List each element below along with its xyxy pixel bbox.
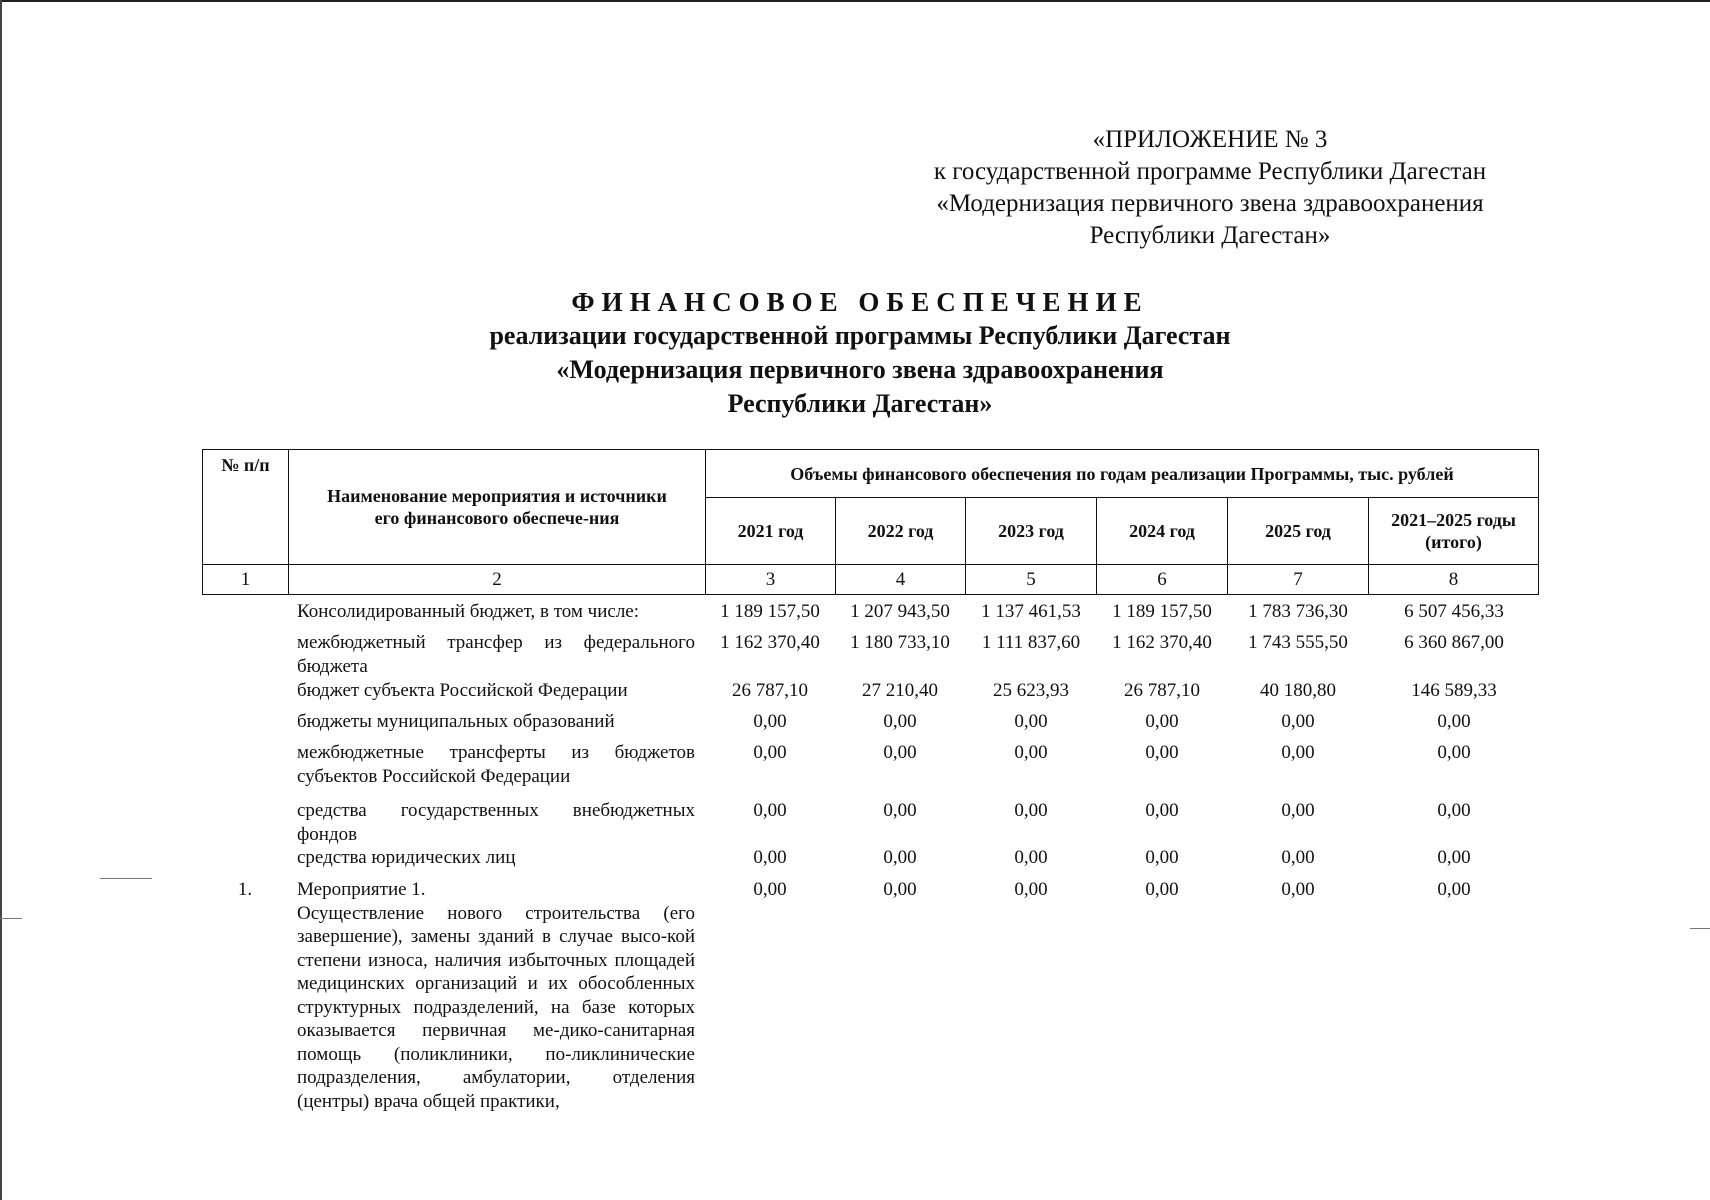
appendix-line-1: «ПРИЛОЖЕНИЕ № 3 — [1092, 126, 1328, 153]
row-value: 0,00 — [1014, 742, 1048, 763]
row-value: 1 189 157,50 — [1112, 601, 1212, 622]
row-value: 1 743 555,50 — [1248, 632, 1348, 653]
row-value: 1 111 837,60 — [981, 632, 1081, 653]
header-name: Наименование мероприятия и источники его финансового обеспече-ния — [289, 450, 706, 565]
table-row — [202, 846, 1538, 878]
column-number: 5 — [966, 565, 1097, 595]
table-row — [202, 710, 1538, 741]
column-number: 1 — [203, 565, 289, 595]
row-value: 0,00 — [753, 879, 787, 900]
row-value: 0,00 — [1281, 711, 1315, 732]
row-value: 25 623,93 — [993, 680, 1069, 701]
row-value: 0,00 — [1437, 879, 1471, 900]
row-value: 1 137 461,53 — [981, 601, 1081, 622]
title-line-3: «Модернизация первичного звена здравоохранения — [556, 355, 1164, 384]
header-year: 2024 год — [1097, 498, 1228, 565]
column-number: 3 — [706, 565, 836, 595]
row-value: 0,00 — [753, 847, 787, 868]
header-year: 2022 год — [836, 498, 966, 565]
row-value: 0,00 — [1437, 800, 1471, 821]
table-row — [202, 878, 1538, 1118]
row-value: 1 180 733,10 — [850, 632, 950, 653]
row-value: 0,00 — [883, 879, 917, 900]
row-name: бюджет субъекта Российской Федерации — [297, 680, 628, 701]
column-number: 2 — [289, 565, 706, 595]
header-volumes: Объемы финансового обеспечения по годам реализации Программы, тыс. рублей — [706, 450, 1539, 498]
row-value: 27 210,40 — [862, 680, 938, 701]
document-title — [360, 285, 1360, 421]
scan-mark — [1690, 928, 1710, 929]
header-no: № п/п — [203, 450, 289, 565]
row-name: бюджеты муниципальных образований — [297, 711, 615, 732]
title-line-4: Республики Дагестан» — [727, 389, 993, 418]
row-value: 0,00 — [753, 800, 787, 821]
row-value: 0,00 — [1281, 847, 1315, 868]
title-line-2: реализации государственной программы Республики Дагестан — [489, 321, 1231, 350]
header-year: 2025 год — [1228, 498, 1369, 565]
row-value: 1 162 370,40 — [720, 632, 820, 653]
header-year: 2021 год — [706, 498, 836, 565]
table-row — [202, 631, 1538, 679]
table-row — [202, 679, 1538, 710]
row-number: 1. — [237, 879, 253, 900]
page-left-edge — [0, 0, 2, 1200]
appendix-line-3: «Модернизация первичного звена здравоохранения — [936, 190, 1484, 217]
appendix-line-4: Республики Дагестан» — [1089, 222, 1331, 249]
column-number: 7 — [1228, 565, 1369, 595]
row-value: 0,00 — [1014, 800, 1048, 821]
row-name: средства юридических лиц — [297, 847, 516, 868]
scan-mark — [100, 878, 152, 879]
row-value: 0,00 — [1437, 711, 1471, 732]
row-value: 1 162 370,40 — [1112, 632, 1212, 653]
appendix-line-2: к государственной программе Республики Дагестан — [933, 158, 1487, 185]
row-value: 0,00 — [883, 800, 917, 821]
column-number: 8 — [1369, 565, 1539, 595]
table-row — [202, 799, 1538, 846]
scan-mark — [0, 918, 22, 919]
row-name: межбюджетные трансферты из бюджетов субъектов Российской Федерации — [297, 742, 695, 787]
row-value: 0,00 — [883, 711, 917, 732]
row-value: 0,00 — [1145, 847, 1179, 868]
row-value: 26 787,10 — [1124, 680, 1200, 701]
row-value: 0,00 — [1014, 711, 1048, 732]
row-value: 0,00 — [1437, 847, 1471, 868]
row-value: 0,00 — [1281, 879, 1315, 900]
row-value: 0,00 — [1145, 742, 1179, 763]
row-value: 0,00 — [1281, 742, 1315, 763]
column-number: 4 — [836, 565, 966, 595]
row-value: 26 787,10 — [732, 680, 808, 701]
appendix-header — [880, 124, 1540, 252]
row-value: 0,00 — [1281, 800, 1315, 821]
row-value: 0,00 — [753, 711, 787, 732]
row-value: 0,00 — [1014, 847, 1048, 868]
row-value: 0,00 — [1145, 879, 1179, 900]
row-value: 0,00 — [1437, 742, 1471, 763]
table-row — [202, 600, 1538, 631]
row-value: 146 589,33 — [1411, 680, 1497, 701]
row-value: 0,00 — [883, 742, 917, 763]
row-name: межбюджетный трансфер из федерального бюджета — [297, 632, 695, 677]
row-value: 1 189 157,50 — [720, 601, 820, 622]
row-value: 1 783 736,30 — [1248, 601, 1348, 622]
row-name: Мероприятие 1. Осуществление нового строительства (его завершение), замены зданий в случае высо-кой степени износа, наличия избыточных площадей медицинских организаций и их обособленных структурных подразделений, на базе которых оказывается первичная ме-дико-санитарная помощь (поликлиники, по-ликлинические подразделения, амбулатории, отделения (центры) врача общей практики, — [297, 879, 695, 1112]
table-row — [202, 741, 1538, 799]
row-value: 0,00 — [883, 847, 917, 868]
row-name: Консолидированный бюджет, в том числе: — [297, 601, 640, 622]
row-value: 0,00 — [1145, 711, 1179, 732]
row-value: 0,00 — [1145, 800, 1179, 821]
row-name: средства государственных внебюджетных фондов — [297, 800, 695, 845]
header-year: 2023 год — [966, 498, 1097, 565]
title-main: ФИНАНСОВОЕ ОБЕСПЕЧЕНИЕ — [571, 287, 1149, 317]
row-value: 1 207 943,50 — [850, 601, 950, 622]
row-value: 0,00 — [1014, 879, 1048, 900]
header-year-total: 2021–2025 годы (итого) — [1369, 498, 1539, 565]
row-value: 6 507 456,33 — [1404, 601, 1504, 622]
row-value: 6 360 867,00 — [1404, 632, 1504, 653]
financing-table-header — [202, 449, 1539, 595]
column-number: 6 — [1097, 565, 1228, 595]
page-top-edge — [0, 0, 1710, 2]
row-value: 0,00 — [753, 742, 787, 763]
row-value: 40 180,80 — [1260, 680, 1336, 701]
